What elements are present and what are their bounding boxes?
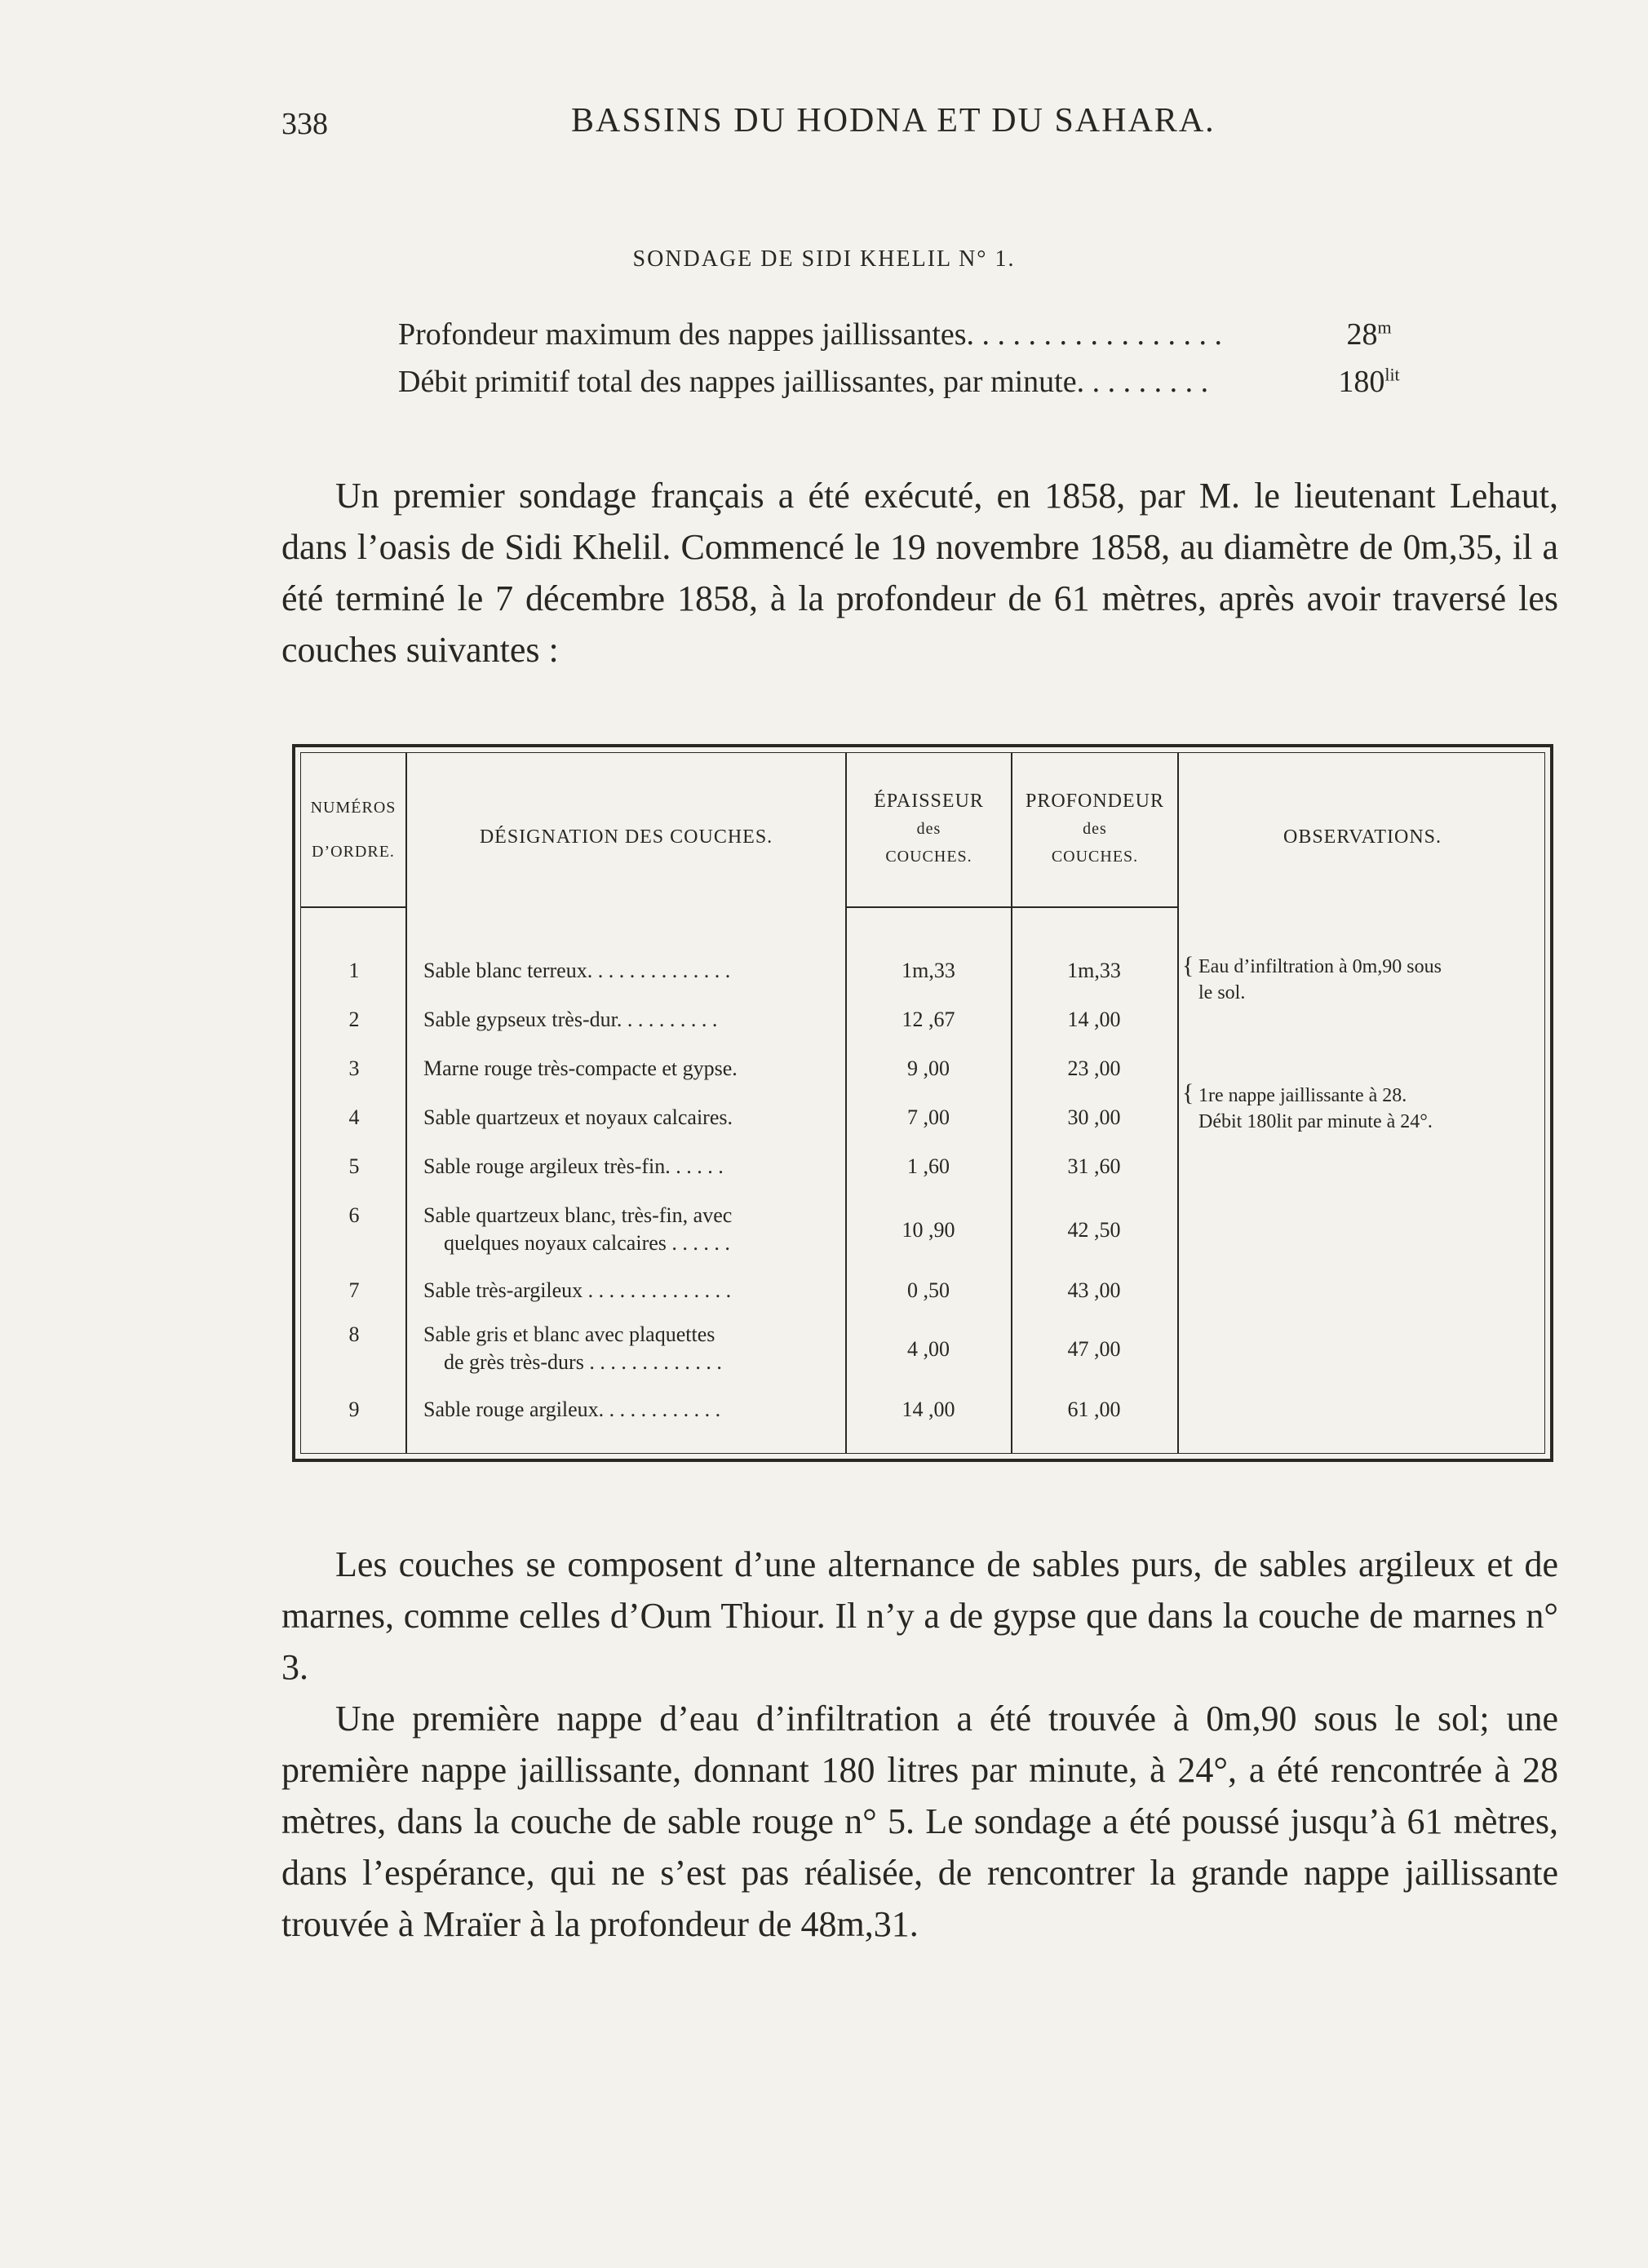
row-designation: Marne rouge très-compacte et gypse. [423,1056,738,1080]
section-title: SONDAGE DE SIDI KHELIL N° 1. [632,246,1016,272]
row-designation: Sable gris et blanc avec plaquettes [423,1322,715,1346]
row-designation: Sable très-argileux . . . . . . . . . . . . . . [423,1278,732,1302]
header-profondeur: PROFONDEUR des COUCHES. [1025,791,1165,866]
row-number: 7 [348,1278,360,1302]
row-epaisseur: 1 ,60 [907,1154,950,1178]
row-designation: de grès très-durs . . . . . . . . . . . . . [444,1350,722,1374]
intro-paragraph: Un premier sondage français a été exécuté, en 1858, par M. le lieutenant Lehaut, dans l’oasis de Sidi Khelil. Commencé le 19 novembre 1858, au diamètre de 0m,35, il a été terminé le 7 décembre 1858, à la profondeur de 61 mètres, après avoir traversé les couches suivantes : [281,476,1558,670]
row-number: 6 [348,1203,360,1227]
row-profondeur: 14 ,00 [1067,1008,1121,1031]
row-profondeur: 30 ,00 [1067,1105,1121,1129]
row-designation: Sable rouge argileux. . . . . . . . . . . . [423,1398,721,1421]
row-profondeur: 31 ,60 [1067,1154,1121,1178]
row-epaisseur: 14 ,00 [902,1398,955,1421]
row-epaisseur: 1m,33 [902,959,955,982]
row-profondeur: 42 ,50 [1067,1218,1121,1242]
row-epaisseur: 0 ,50 [907,1278,950,1302]
observation-1: Eau d’infiltration à 0m,90 sous le sol. [1198,956,1442,1003]
page-number: 338 [281,107,328,141]
row-epaisseur: 12 ,67 [902,1008,955,1031]
observation-2: 1re nappe jaillissante à 28. Débit 180lit par minute à 24°. [1198,1085,1433,1132]
row-designation: Sable rouge argileux très-fin. . . . . . [423,1154,724,1178]
strata-table [292,744,1553,1462]
row-number: 1 [348,959,360,982]
closing-paragraph-1: Les couches se composent d’une alternance de sables purs, de sables argileux et de marnes, comme celles d’Oum Thiour. Il n’y a de gypse que dans la couche de marnes n° 3. [281,1544,1558,1687]
header-epaisseur: ÉPAISSEUR des COUCHES. [874,791,984,866]
row-designation: Sable quartzeux et noyaux calcaires. [423,1105,733,1129]
row-designation: Sable quartzeux blanc, très-fin, avec [423,1203,733,1227]
row-number: 8 [348,1322,360,1346]
row-epaisseur: 4 ,00 [907,1337,950,1361]
summary-row-depth [398,317,1451,357]
column-rule [1177,753,1179,1453]
summary-label: Profondeur maximum des nappes jaillissantes. . . . . . . . . . . . . . . . . [398,317,1223,352]
row-profondeur: 1m,33 [1067,959,1121,982]
row-number: 3 [348,1056,360,1080]
row-epaisseur: 10 ,90 [902,1218,955,1242]
row-profondeur: 43 ,00 [1067,1278,1121,1302]
row-epaisseur: 7 ,00 [907,1105,950,1129]
closing-text [281,1539,1558,1950]
row-profondeur: 23 ,00 [1067,1056,1121,1080]
row-number: 9 [348,1398,360,1421]
brace-icon: { [1182,1079,1194,1106]
summary-value: $180^{lit}$ [1338,364,1400,399]
running-title: BASSINS DU HODNA ET DU SAHARA. [571,102,1216,140]
row-designation: quelques noyaux calcaires . . . . . . [444,1231,730,1255]
header-designation: DÉSIGNATION DES COUCHES. [479,826,773,848]
row-profondeur: 47 ,00 [1067,1337,1121,1361]
row-designation: Sable gypseux très-dur. . . . . . . . . . [423,1008,718,1031]
row-epaisseur: 9 ,00 [907,1056,950,1080]
row-number: 2 [348,1008,360,1031]
summary-value: 28$^m$ [1346,317,1392,352]
header-rule [845,906,1177,908]
closing-paragraph-2: Une première nappe d’eau d’infiltration a été trouvée à 0m,90 sous le sol; une première nappe jaillissante, donnant 180 litres par minute, à 24°, a été rencontrée à 28 mètres, dans la couche de sable rouge n° 5. Le sondage a été poussé jusqu’à 61 mètres, dans l’espérance, qui ne s’est pas réalisée, de rencontrer la grande nappe jaillissante trouvée à Mraïer à la profondeur de 48m,31. [281,1699,1558,1944]
row-number: 4 [348,1105,360,1129]
header-observations: OBSERVATIONS. [1283,826,1442,848]
header-rule [301,906,405,908]
brace-icon: { [1182,952,1194,979]
summary-row-flow [398,364,1451,405]
row-designation: Sable blanc terreux. . . . . . . . . . . . . . [423,959,731,982]
row-profondeur: 61 ,00 [1067,1398,1121,1421]
header-num: NUMÉROS D’ORDRE. [310,799,396,861]
summary-label: Débit primitif total des nappes jaillissantes, par minute. . . . . . . . . [398,365,1209,399]
row-number: 5 [348,1154,360,1178]
